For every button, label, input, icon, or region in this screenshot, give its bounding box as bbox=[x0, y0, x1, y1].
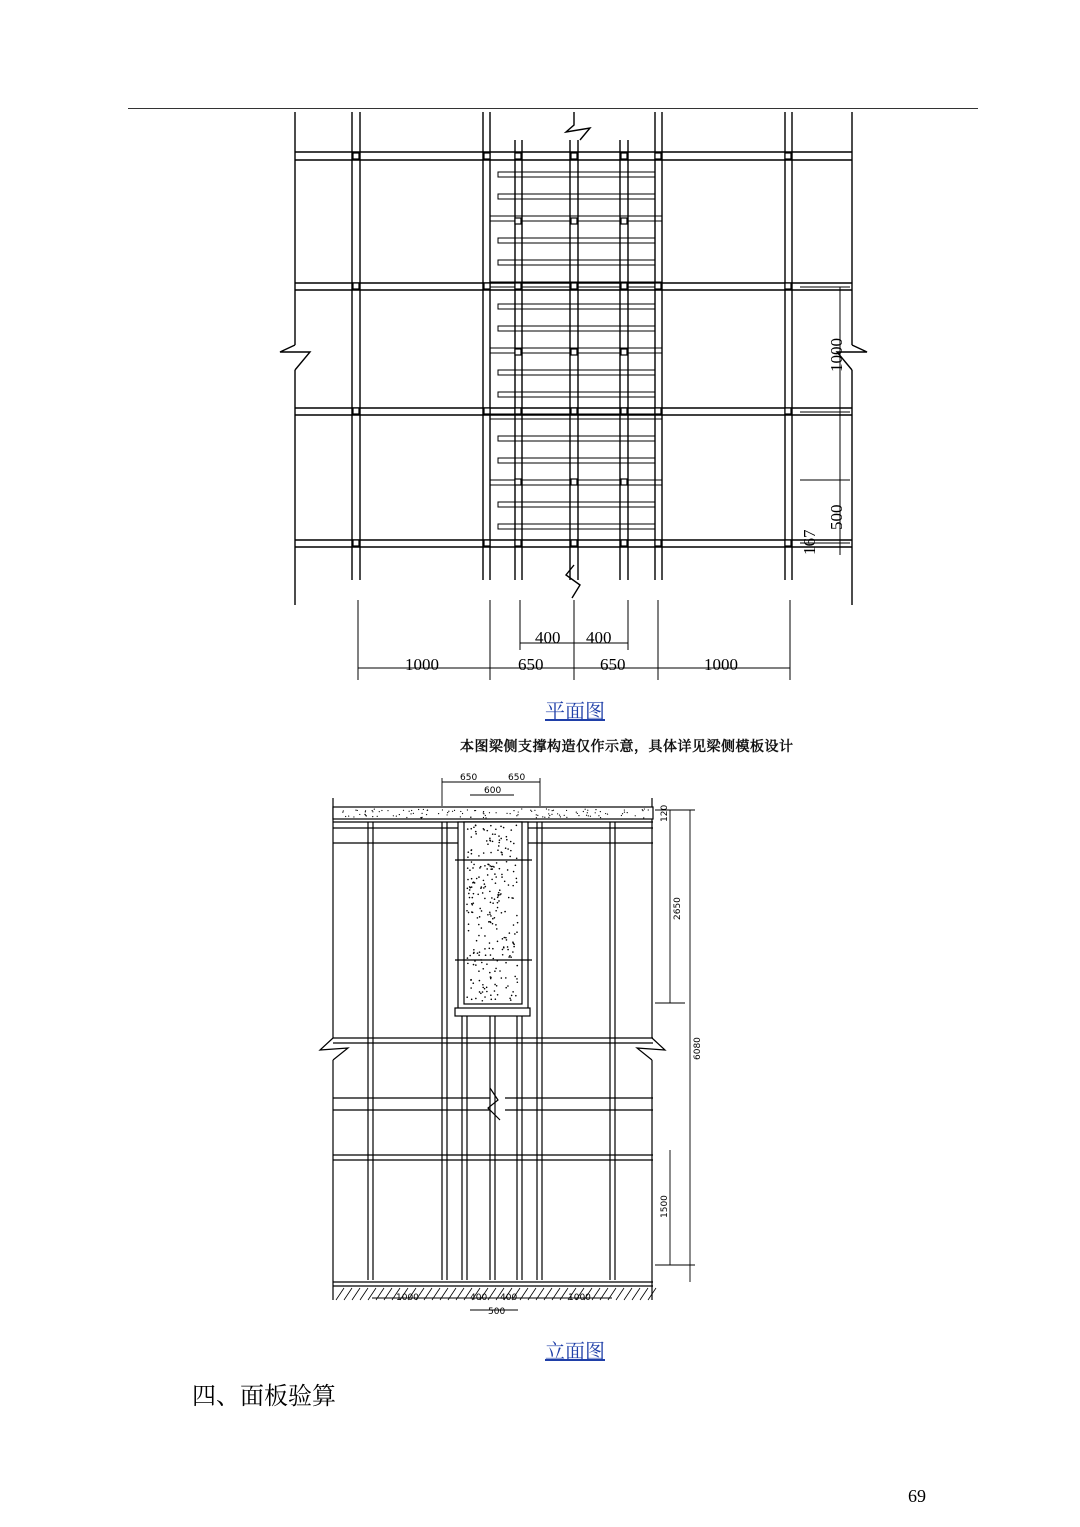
plan-dim-right-1: 1000 bbox=[827, 338, 846, 372]
page-number: 69 bbox=[908, 1486, 926, 1506]
plan-dim-1: 1000 bbox=[405, 655, 439, 674]
elev-dim-bottom-center: 500 bbox=[488, 1307, 506, 1317]
plan-dim-top-2: 400 bbox=[586, 628, 612, 647]
elev-dim-top-1: 650 bbox=[460, 773, 478, 783]
elevation-caption: 立面图 bbox=[545, 1339, 605, 1363]
elev-dim-right-4: 1500 bbox=[660, 1195, 670, 1218]
plan-dim-top-1: 400 bbox=[535, 628, 561, 647]
elevation-note: 本图梁侧支撑构造仅作示意，具体详见梁侧模板设计 bbox=[460, 739, 794, 755]
elev-dim-right-2: 2650 bbox=[673, 897, 683, 920]
plan-caption: 平面图 bbox=[545, 699, 605, 723]
elev-dim-top-3: 600 bbox=[484, 786, 502, 796]
plan-dim-3: 650 bbox=[600, 655, 626, 674]
section-heading: 四、面板验算 bbox=[192, 1382, 336, 1410]
elev-dim-right-3: 6080 bbox=[693, 1037, 703, 1060]
plan-dim-4: 1000 bbox=[704, 655, 738, 674]
plan-dim-right-3: 167 bbox=[800, 529, 819, 555]
plan-dim-2: 650 bbox=[518, 655, 544, 674]
elev-dim-top-2: 650 bbox=[508, 773, 526, 783]
elev-dim-bottom-2: 400 bbox=[470, 1293, 488, 1303]
plan-dim-right-2: 500 bbox=[827, 504, 846, 530]
elev-dim-bottom-1: 1000 bbox=[396, 1293, 419, 1303]
elev-dim-bottom-4: 1000 bbox=[568, 1293, 591, 1303]
elev-dim-bottom-3: 400 bbox=[500, 1293, 518, 1303]
elev-dim-right-1: 120 bbox=[660, 804, 670, 822]
